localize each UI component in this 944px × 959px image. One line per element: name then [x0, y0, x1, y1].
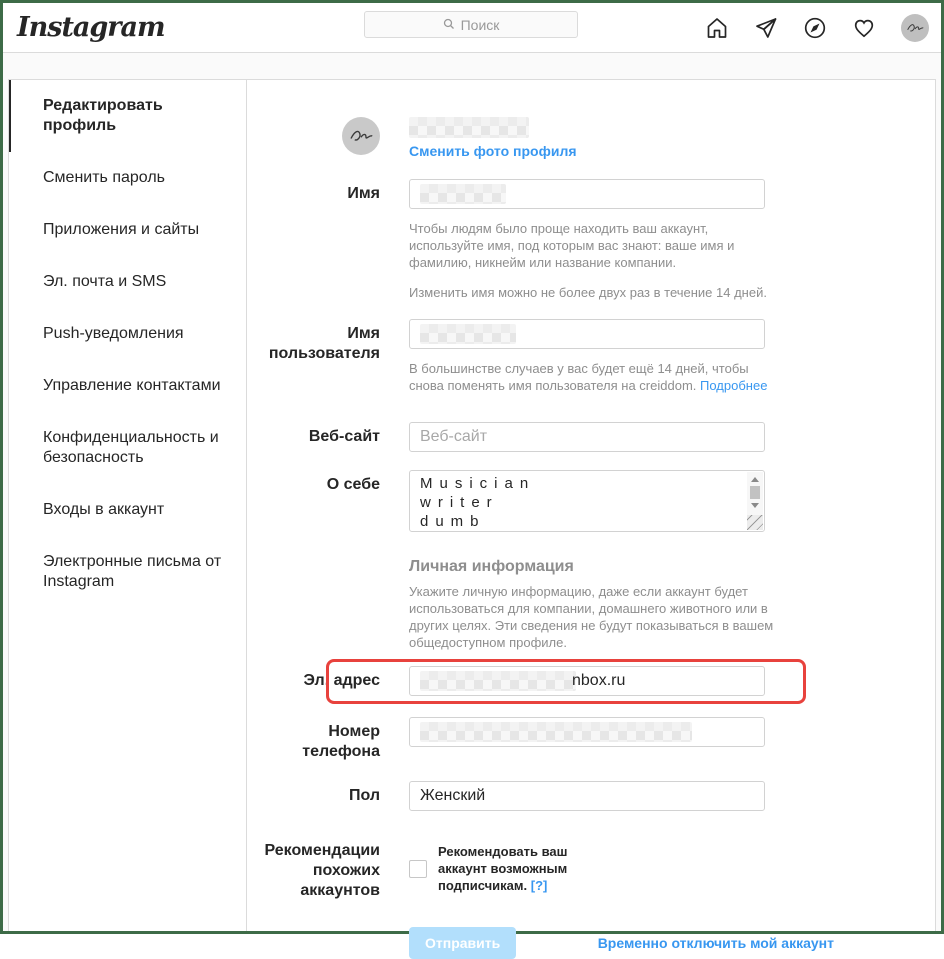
deactivate-account-link[interactable]: Временно отключить мой аккаунт — [597, 935, 834, 951]
bio-line-2: writer — [420, 494, 499, 511]
personal-info-description: Укажите личную информацию, даже если аккаунт будет использоваться для компании, домашнего животного или в других целях. Эти сведения не будут показываться в вашем общедоступном профиле. — [409, 584, 774, 650]
bio-scrollbar[interactable] — [747, 472, 763, 515]
edit-profile-form — [247, 80, 935, 951]
website-control — [409, 422, 765, 452]
recommend-text-body: Рекомендовать ваш аккаунт возможным подписчикам. — [438, 844, 568, 893]
profile-photo-avatar[interactable] — [342, 117, 380, 155]
recommend-help-link[interactable]: [?] — [530, 878, 548, 893]
username-value-redacted — [420, 324, 516, 344]
name-input[interactable] — [409, 179, 765, 209]
sidebar-item-push-notifications[interactable]: Push-уведомления — [43, 325, 184, 342]
personal-info-spacer — [247, 558, 409, 651]
personal-info-section — [247, 558, 935, 651]
recommend-control — [409, 836, 765, 901]
phone-control — [409, 717, 765, 762]
email-input[interactable] — [409, 666, 765, 696]
gender-label: Пол — [348, 787, 380, 804]
nav-icons — [705, 14, 929, 42]
website-input[interactable] — [409, 422, 765, 452]
bio-label: О себе — [326, 476, 380, 493]
gender-input[interactable] — [409, 781, 765, 811]
profile-photo-row — [247, 117, 935, 161]
website-label: Веб-сайт — [308, 428, 380, 445]
sidebar-item-privacy-security[interactable]: Конфиденциальность и безопасность — [43, 429, 219, 466]
bio-line-3: dumb — [420, 513, 486, 530]
sidebar-item-email-sms[interactable]: Эл. почта и SMS — [43, 273, 167, 290]
name-help-text-2: Изменить имя можно не более двух раз в течение 14 дней. — [409, 285, 767, 300]
personal-info-title: Личная информация — [409, 558, 574, 575]
submit-spacer — [247, 927, 409, 959]
recommend-checkbox[interactable] — [409, 860, 427, 878]
recommend-checkbox-text — [438, 843, 608, 894]
bio-row — [247, 470, 935, 532]
username-help-text — [409, 360, 775, 394]
scroll-up-arrow-icon[interactable] — [751, 477, 759, 482]
username-help-body: В большинстве случаев у вас будет ещё 14 дней, чтобы снова поменять имя пользователя на creiddom. — [409, 361, 749, 393]
page-background — [3, 53, 941, 951]
username-control — [409, 319, 768, 394]
email-control — [409, 666, 765, 696]
name-label: Имя — [347, 185, 380, 202]
sidebar-item-login-activity[interactable]: Входы в аккаунт — [43, 501, 165, 518]
email-label: Эл. адрес — [303, 672, 380, 689]
phone-value-redacted — [420, 722, 692, 742]
bio-line-1: Musician — [420, 475, 536, 492]
settings-card — [8, 79, 936, 951]
photo-username-cell — [409, 117, 765, 161]
email-value-redacted — [420, 671, 576, 691]
recommend-row — [247, 836, 935, 901]
gender-row — [247, 781, 935, 811]
name-control — [409, 179, 765, 301]
instagram-logo[interactable]: Instagram — [17, 12, 165, 43]
resize-grip-icon[interactable] — [747, 515, 763, 530]
home-icon[interactable] — [705, 16, 729, 40]
search-icon — [443, 17, 455, 33]
username-row — [247, 319, 935, 394]
email-visible-text: nbox.ru — [572, 672, 626, 689]
gender-control — [409, 781, 765, 811]
direct-messages-icon[interactable] — [754, 16, 778, 40]
sidebar-item-emails-from-instagram[interactable]: Электронные письма от Instagram — [43, 553, 222, 590]
bio-control — [409, 470, 765, 532]
phone-row — [247, 717, 935, 762]
submit-row — [247, 927, 935, 959]
sidebar-item-edit-profile[interactable]: Редактировать профиль — [9, 80, 246, 152]
search-input[interactable] — [364, 11, 578, 38]
username-input[interactable] — [409, 319, 765, 349]
submit-button[interactable]: Отправить — [409, 927, 516, 959]
bio-textarea[interactable] — [409, 470, 765, 532]
personal-info-body — [409, 558, 774, 651]
website-row — [247, 422, 935, 452]
activity-heart-icon[interactable] — [852, 16, 876, 40]
username-label: Имя пользователя — [268, 325, 380, 362]
name-value-redacted — [420, 184, 506, 204]
recommend-label: Рекомендации похожих аккаунтов — [264, 842, 380, 899]
explore-icon[interactable] — [803, 16, 827, 40]
username-learn-more-link[interactable]: Подробнее — [700, 378, 768, 393]
sidebar-item-manage-contacts[interactable]: Управление контактами — [43, 377, 221, 394]
name-help-text: Чтобы людям было проще находить ваш аккаунт, используйте имя, под которым вас знают: ваше имя и фамилию, никнейм или название компании. — [409, 221, 735, 270]
name-row — [247, 179, 935, 301]
profile-photo-cell — [247, 117, 409, 161]
settings-sidebar — [9, 80, 247, 931]
phone-label: Номер телефона — [302, 723, 380, 760]
sidebar-item-apps-websites[interactable]: Приложения и сайты — [43, 221, 200, 238]
profile-avatar[interactable] — [901, 14, 929, 42]
scrollbar-thumb[interactable] — [750, 486, 760, 499]
username-redacted — [409, 117, 529, 138]
sidebar-item-change-password[interactable]: Сменить пароль — [43, 169, 166, 186]
search-placeholder: Поиск — [460, 16, 500, 33]
top-nav-bar — [3, 3, 941, 53]
submit-control — [409, 927, 834, 959]
phone-input[interactable] — [409, 717, 765, 747]
scroll-down-arrow-icon[interactable] — [751, 503, 759, 508]
change-photo-link[interactable]: Сменить фото профиля — [409, 143, 577, 159]
email-row — [247, 666, 935, 696]
